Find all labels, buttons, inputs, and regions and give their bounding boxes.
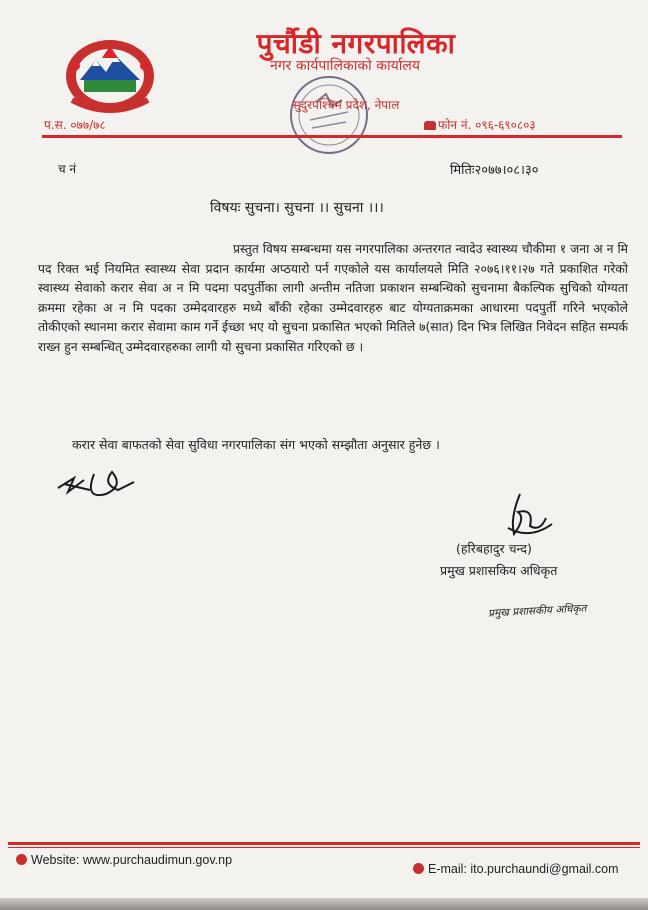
letter-date: मितिः२०७७।०८।३० [450,163,539,178]
letter-subject: विषयः सुचना। सुचना ।। सुचना ।।। [210,200,384,216]
phone-number [418,116,536,133]
footer-divider [8,842,640,845]
footer-divider-thin [8,847,640,848]
province-subtitle: सुदुरपश्चिम प्रदेश, नेपाल [292,98,400,112]
office-seal-stamp [286,72,372,158]
website-text: Website: www.purchaudimun.gov.np [31,853,233,867]
header-divider [42,135,622,138]
website-link[interactable] [16,853,232,867]
office-subtitle: नगर कार्यपालिकाको कार्यालय [270,58,420,74]
email-text: E-mail: ito.purchaundi@gmail.com [428,862,619,876]
page-shadow [0,898,648,910]
nepal-emblem-logo [62,36,158,116]
dispatch-number: च नं [58,162,77,176]
contract-note: करार सेवा बाफतको सेवा सुविधा नगरपालिका संग भएको सम्झौता अनुसार हुनेछ । [72,437,440,452]
ps-number: प.स. ०७७/७८ [44,118,106,132]
initial-signature [54,460,144,504]
globe-icon [16,854,27,865]
email-link[interactable] [413,862,619,876]
email-icon [413,863,424,874]
municipality-title: पुर्चौडी नगरपालिका [256,27,456,60]
letter-body: प्रस्तुत विषय सम्बन्धमा यस नगरपालिका अन्तरगत न्वादेउ स्वास्थ्य चौकीमा १ जना अ न मि पद रिक्त भई नियमित स्वास्थ्य सेवा प्रदान कार्यमा अप्ठयारो पर्न गएकोले यस कार्यालयले मिति २०७६।११।२७ गते प्रकाशित गरेको स्वास्थ्य सेवाको करार सेवा अ न मि पदमा पदपुर्तीका लागी अन्तीम नतिजा प्रकाशन सम्बन्धिको सुचनामा बैकल्पिक सुचिको योग्यता क्रममा रहेका अ न मि पदका उम्मेदवारहरु मध्ये बाँकी रहेका उम्मेदवारहरु बाट योग्यताक्रमका आधारमा पदपुर्ती गरिने भएकोले तोकीएको स्थानमा करार सेवामा काम गर्ने ईच्छा भए यो सुचना प्रकासित भएको मितिले ७(सात) दिन भित्र लिखित निवेदन सहित सम्पर्क राख्न हुन सम्बन्धित् उम्मेदवारहरुका लागी यो सुचना प्रकासित गरिएको छ । [38,242,628,354]
signatory-title: प्रमुख प्रशासकिय अधिकृत [440,563,558,578]
officer-signature [490,488,560,548]
signatory-name: (हरिबहादुर चन्द) [456,541,532,556]
phone-icon [424,121,436,130]
phone-text: फोन नं. ०९६-६९०८०३ [438,118,536,132]
signatory-stamp: प्रमुख प्रशासकीय अधिकृत [487,602,587,620]
